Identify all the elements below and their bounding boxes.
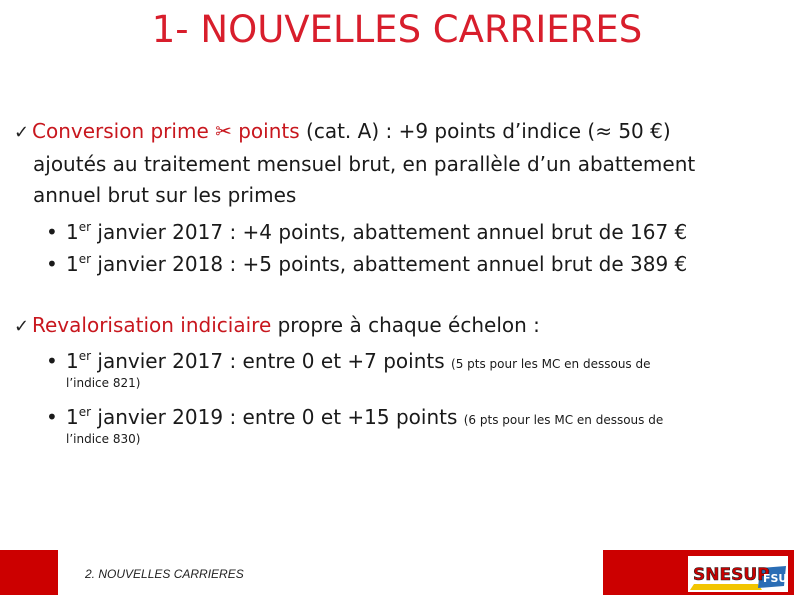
- list-item: • 1er janvier 2017 : +4 points, abattement annuel brut de 167 €: [46, 212, 687, 248]
- footer-bar: [0, 550, 794, 595]
- bullet-icon: •: [46, 349, 58, 373]
- section-text: propre à chaque échelon :: [271, 313, 540, 337]
- note-text: (5 pts pour les MC en dessous de: [451, 357, 651, 371]
- check-icon: ✓: [14, 316, 30, 337]
- section-line: [14, 310, 540, 343]
- section-text: (cat. A) : +9 points d’indice (≈ 50 €): [299, 119, 671, 143]
- section-revalorisation: [14, 310, 540, 343]
- page-title: 1- NOUVELLES CARRIERES: [151, 8, 643, 51]
- snesup-logo-icon: [688, 556, 788, 592]
- bullet-icon: •: [46, 252, 58, 276]
- section-lead-2: points: [231, 119, 300, 143]
- note-continuation: l’indice 830): [66, 432, 141, 446]
- section-line: [14, 116, 695, 149]
- footer-label: 2. NOUVELLES CARRIERES: [85, 567, 244, 581]
- bullet-icon: •: [46, 405, 58, 429]
- svg-text:SNESUP: SNESUP: [693, 565, 770, 585]
- svg-text:FSU: FSU: [763, 572, 788, 585]
- section-line: ajoutés au traitement mensuel brut, en parallèle d’un abattement: [33, 151, 696, 176]
- note-text: (6 pts pour les MC en dessous de: [463, 413, 664, 427]
- note-continuation: l’indice 821): [66, 376, 141, 390]
- check-icon: ✓: [14, 122, 30, 143]
- list-item: • 1er janvier 2019 : entre 0 et +15 points (6 pts pour les MC en dessous de: [46, 397, 663, 436]
- section-lead: Conversion prime: [32, 119, 216, 143]
- bullet-icon: •: [46, 220, 58, 244]
- section-lead: Revalorisation indiciaire: [32, 313, 272, 337]
- scissors-icon: ✂: [215, 119, 232, 143]
- list-item: • 1er janvier 2017 : entre 0 et +7 points (5 pts pour les MC en dessous de: [46, 341, 651, 380]
- section-conversion: [14, 116, 695, 212]
- section-line: annuel brut sur les primes: [33, 183, 297, 207]
- list-item: • 1er janvier 2018 : +5 points, abattement annuel brut de 389 €: [46, 244, 687, 280]
